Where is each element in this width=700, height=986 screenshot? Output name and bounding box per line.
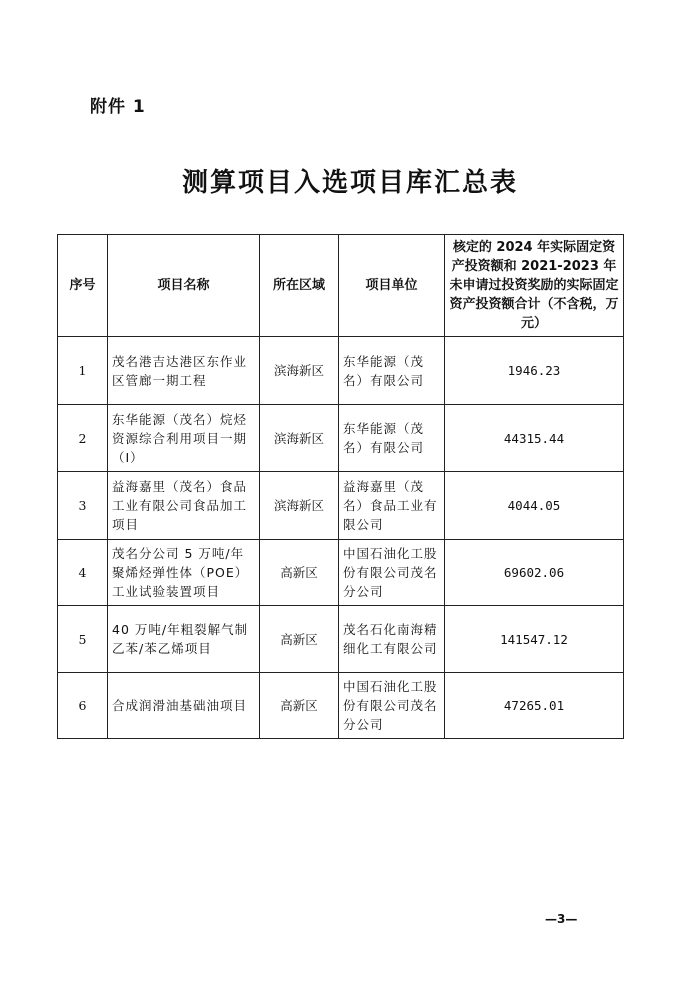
cell-area: 滨海新区 <box>260 337 339 405</box>
cell-area: 高新区 <box>260 540 339 606</box>
cell-amount: 4044.05 <box>445 472 624 540</box>
cell-amount: 1946.23 <box>445 337 624 405</box>
cell-unit: 中国石油化工股份有限公司茂名分公司 <box>339 673 445 739</box>
cell-area: 高新区 <box>260 606 339 673</box>
header-name: 项目名称 <box>108 235 260 337</box>
cell-area: 高新区 <box>260 673 339 739</box>
cell-unit: 茂名石化南海精细化工有限公司 <box>339 606 445 673</box>
table-row <box>58 405 624 472</box>
cell-seq: 3 <box>58 472 108 540</box>
cell-name: 茂名港吉达港区东作业区管廊一期工程 <box>108 337 260 405</box>
cell-unit: 中国石油化工股份有限公司茂名分公司 <box>339 540 445 606</box>
cell-amount: 141547.12 <box>445 606 624 673</box>
cell-seq: 5 <box>58 606 108 673</box>
cell-seq: 1 <box>58 337 108 405</box>
cell-name: 茂名分公司 5 万吨/年聚烯烃弹性体（POE）工业试验装置项目 <box>108 540 260 606</box>
cell-amount: 44315.44 <box>445 405 624 472</box>
cell-unit: 东华能源（茂名）有限公司 <box>339 337 445 405</box>
table-row <box>58 472 624 540</box>
cell-amount: 69602.06 <box>445 540 624 606</box>
cell-name: 益海嘉里（茂名）食品工业有限公司食品加工项目 <box>108 472 260 540</box>
cell-unit: 东华能源（茂名）有限公司 <box>339 405 445 472</box>
header-seq: 序号 <box>58 235 108 337</box>
cell-seq: 4 <box>58 540 108 606</box>
header-amount: 核定的 2024 年实际固定资产投资额和 2021-2023 年未申请过投资奖励的实际固定资产投资额合计（不含税，万元） <box>445 235 624 337</box>
cell-unit: 益海嘉里（茂名）食品工业有限公司 <box>339 472 445 540</box>
cell-name: 合成润滑油基础油项目 <box>108 673 260 739</box>
cell-seq: 6 <box>58 673 108 739</box>
cell-seq: 2 <box>58 405 108 472</box>
table-row <box>58 337 624 405</box>
cell-amount: 47265.01 <box>445 673 624 739</box>
table-row <box>58 606 624 673</box>
cell-area: 滨海新区 <box>260 472 339 540</box>
table-row <box>58 540 624 606</box>
cell-name: 40 万吨/年粗裂解气制乙苯/苯乙烯项目 <box>108 606 260 673</box>
cell-name: 东华能源（茂名）烷烃资源综合利用项目一期（Ⅰ） <box>108 405 260 472</box>
cell-area: 滨海新区 <box>260 405 339 472</box>
table-header-row <box>58 235 624 337</box>
attachment-label: 附件 1 <box>90 97 146 117</box>
page-title: 测算项目入选项目库汇总表 <box>181 168 518 198</box>
header-area: 所在区域 <box>260 235 339 337</box>
page-number: —3— <box>545 912 578 926</box>
table-row <box>58 673 624 739</box>
summary-table <box>57 234 624 739</box>
header-unit: 项目单位 <box>339 235 445 337</box>
